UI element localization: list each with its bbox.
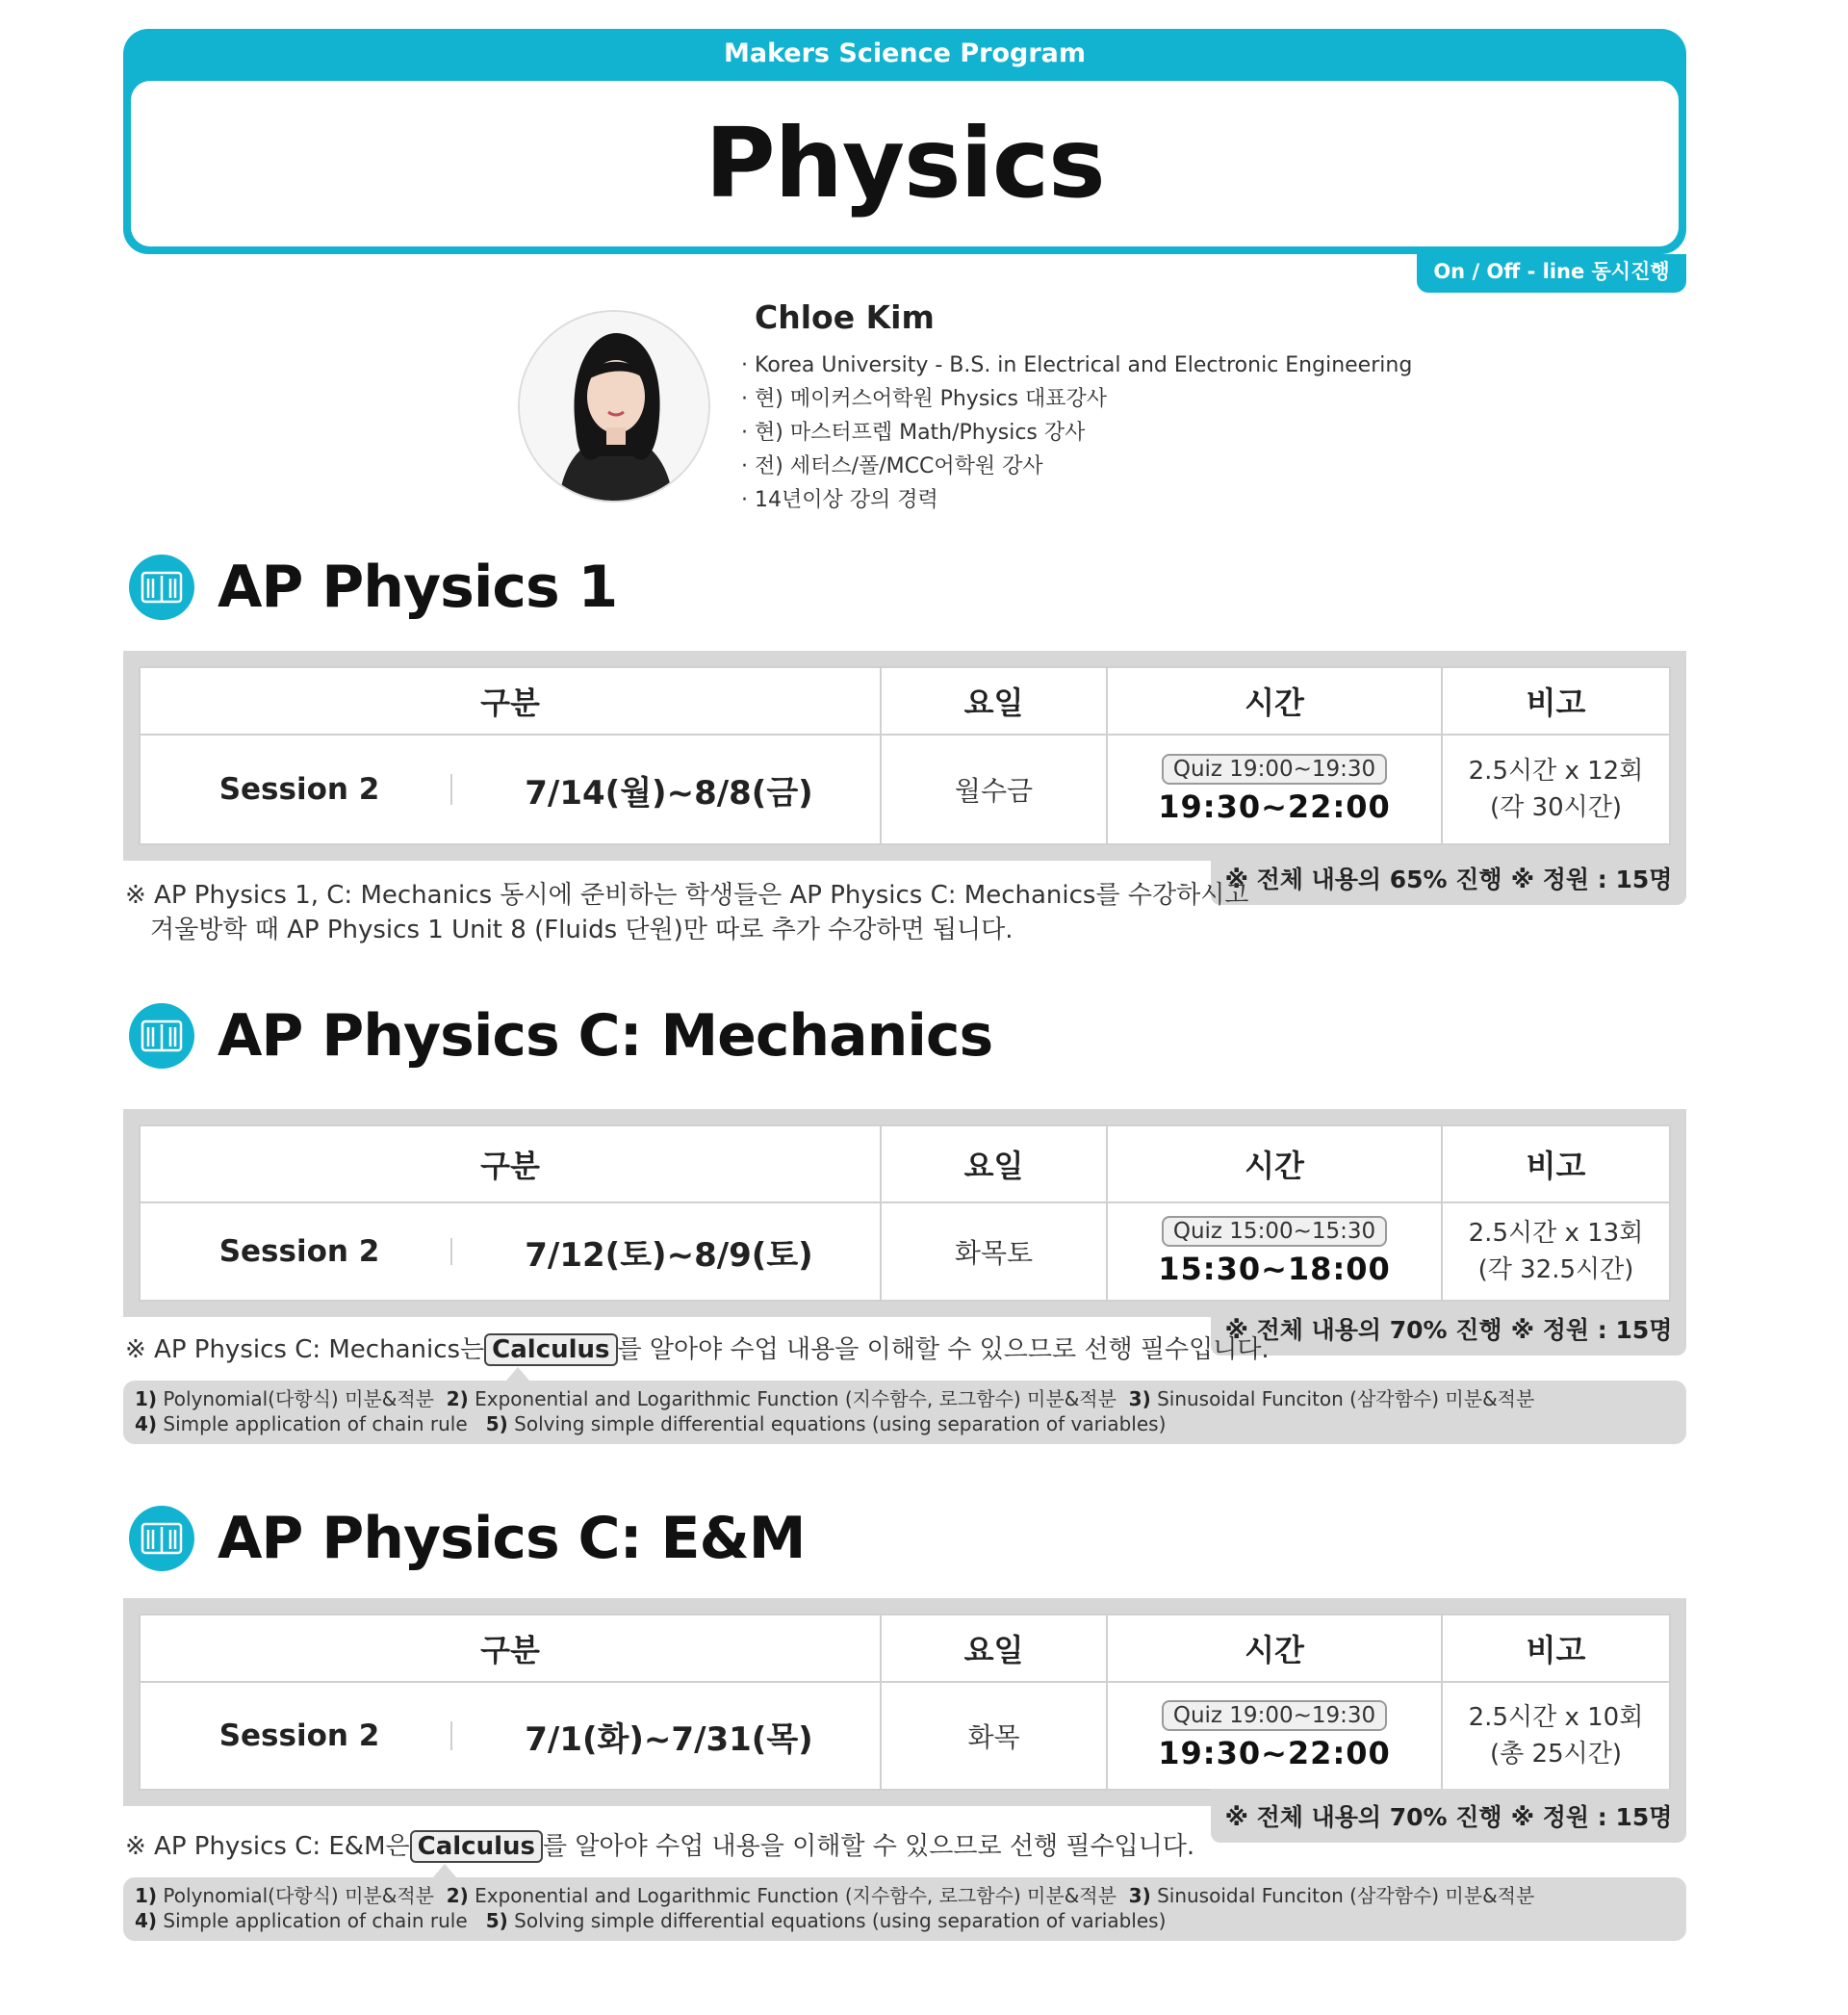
- course-title: AP Physics C: E&M: [218, 1505, 806, 1572]
- header-remarks: 비고: [1442, 667, 1670, 735]
- header-days: 요일: [881, 1125, 1107, 1202]
- credential-item: · 현) 메이커스어학원 Physics 대표강사: [741, 382, 1412, 416]
- total-hours: (총 25시간): [1490, 1740, 1622, 1769]
- book-icon: [129, 1003, 194, 1069]
- session-divider: [450, 774, 452, 804]
- prereq-item: Polynomial(다항식) 미분&적분: [163, 1884, 434, 1907]
- schedule-table-ap-physics-1: [123, 651, 1686, 861]
- class-time: 19:30~22:00: [1158, 1735, 1391, 1771]
- class-days: 월수금: [881, 735, 1107, 844]
- course-summary: [1211, 851, 1686, 905]
- time-cell: [1107, 1202, 1442, 1301]
- remark-prefix: ※ AP Physics C: E&M은: [125, 1832, 410, 1861]
- session-label: Session 2: [218, 1718, 380, 1753]
- program-header: [123, 29, 1686, 254]
- quiz-time-badge: Quiz 19:00~19:30: [1162, 1700, 1387, 1731]
- capacity-note: ※ 정원 : 15명: [1510, 865, 1673, 893]
- class-days: 화목토: [881, 1202, 1107, 1301]
- session-divider: [450, 1721, 452, 1751]
- callout-arrow: [433, 1864, 456, 1877]
- session-label: Session 2: [218, 1234, 380, 1269]
- header-category: 구분: [140, 667, 881, 735]
- remark-suffix: 를 알아야 수업 내용을 이해할 수 있으므로 선행 필수입니다.: [617, 1335, 1270, 1364]
- remark-line: 겨울방학 때 AP Physics 1 Unit 8 (Fluids 단원)만 따로 추가 수강하면 됩니다.: [150, 916, 1014, 944]
- header-days: 요일: [881, 667, 1107, 735]
- credential-item: · 전) 세터스/폴/MCC어학원 강사: [741, 450, 1412, 483]
- teacher-portrait: [520, 312, 710, 503]
- teacher-avatar: [518, 310, 710, 503]
- prereq-item: Exponential and Logarithmic Function (지수함수, 로그함수) 미분&적분: [475, 1884, 1116, 1907]
- section-heading-ap-physics-c-mechanics: [129, 997, 992, 1074]
- session-cell: [140, 1202, 881, 1301]
- course-remark: [125, 1332, 1270, 1367]
- prereq-line: [135, 1386, 1675, 1411]
- progress-note: ※ 전체 내용의 70% 진행: [1224, 1316, 1502, 1344]
- prereq-item: Sinusoidal Funciton (삼각함수) 미분&적분: [1157, 1387, 1535, 1410]
- prereq-number: 4): [135, 1909, 158, 1932]
- page-title: Physics: [705, 107, 1105, 220]
- prereq-item: Polynomial(다항식) 미분&적분: [163, 1387, 434, 1410]
- total-hours: (각 30시간): [1490, 793, 1622, 822]
- prereq-number: 3): [1128, 1884, 1151, 1907]
- course-remark: [125, 1829, 1194, 1864]
- quiz-time-badge: Quiz 15:00~15:30: [1162, 1216, 1387, 1247]
- session-count: 2.5시간 x 10회: [1468, 1703, 1644, 1732]
- session-cell: [140, 735, 881, 844]
- session-label: Session 2: [218, 772, 380, 807]
- prereq-number: 1): [135, 1387, 158, 1410]
- header-remarks: 비고: [1442, 1125, 1670, 1202]
- section-heading-ap-physics-c-em: [129, 1500, 805, 1577]
- prereq-item: Simple application of chain rule: [163, 1412, 468, 1435]
- calculus-highlight: Calculus: [410, 1830, 543, 1863]
- prereq-number: 4): [135, 1412, 158, 1435]
- remarks-cell: [1442, 1202, 1670, 1301]
- capacity-note: ※ 정원 : 15명: [1510, 1316, 1673, 1344]
- header-time: 시간: [1107, 667, 1442, 735]
- header-time: 시간: [1107, 1125, 1442, 1202]
- section-heading-ap-physics-1: [129, 549, 617, 626]
- session-dates: 7/1(화)~7/31(목): [525, 1719, 813, 1759]
- prereq-number: 5): [485, 1909, 508, 1932]
- prereq-number: 2): [446, 1884, 469, 1907]
- header-time: 시간: [1107, 1615, 1442, 1682]
- header-days: 요일: [881, 1615, 1107, 1682]
- header-remarks: 비고: [1442, 1615, 1670, 1682]
- calculus-prerequisites: [123, 1877, 1686, 1941]
- calculus-highlight: Calculus: [484, 1333, 617, 1366]
- prereq-line: [135, 1908, 1675, 1933]
- callout-arrow: [506, 1367, 529, 1381]
- header-category: 구분: [140, 1125, 881, 1202]
- credential-item: · 현) 마스터프렙 Math/Physics 강사: [741, 416, 1412, 450]
- session-count: 2.5시간 x 13회: [1468, 1219, 1644, 1248]
- schedule-table-ap-physics-c-em: [123, 1598, 1686, 1806]
- teacher-name: Chloe Kim: [755, 298, 935, 336]
- session-dates: 7/14(월)~8/8(금): [525, 773, 813, 813]
- credential-item: · Korea University - B.S. in Electrical and Electronic Engineering: [741, 349, 1412, 382]
- progress-note: ※ 전체 내용의 65% 진행: [1224, 865, 1502, 893]
- time-cell: [1107, 1682, 1442, 1790]
- prereq-number: 5): [485, 1412, 508, 1435]
- prereq-item: Solving simple differential equations (using separation of variables): [514, 1909, 1167, 1932]
- session-count: 2.5시간 x 12회: [1468, 757, 1644, 786]
- quiz-time-badge: Quiz 19:00~19:30: [1162, 754, 1387, 785]
- class-time: 19:30~22:00: [1158, 788, 1391, 825]
- teacher-credentials: [741, 349, 1412, 517]
- class-days: 화목: [881, 1682, 1107, 1790]
- prereq-item: Solving simple differential equations (using separation of variables): [514, 1412, 1167, 1435]
- remark-line: ※ AP Physics 1, C: Mechanics 동시에 준비하는 학생들은 AP Physics C: Mechanics를 수강하시고: [125, 881, 1249, 910]
- class-time: 15:30~18:00: [1158, 1251, 1391, 1287]
- prereq-item: Simple application of chain rule: [163, 1909, 468, 1932]
- remarks-cell: [1442, 735, 1670, 844]
- book-icon: [129, 555, 194, 620]
- session-cell: [140, 1682, 881, 1790]
- course-remark: [125, 878, 1248, 947]
- prereq-item: Sinusoidal Funciton (삼각함수) 미분&적분: [1157, 1884, 1535, 1907]
- progress-note: ※ 전체 내용의 70% 진행: [1224, 1803, 1502, 1831]
- header-category: 구분: [140, 1615, 881, 1682]
- prereq-item: Exponential and Logarithmic Function (지수함수, 로그함수) 미분&적분: [475, 1387, 1116, 1410]
- course-summary: [1211, 1789, 1686, 1843]
- remark-prefix: ※ AP Physics C: Mechanics는: [125, 1335, 485, 1364]
- prereq-line: [135, 1883, 1675, 1908]
- book-icon: [129, 1506, 194, 1571]
- remark-suffix: 를 알아야 수업 내용을 이해할 수 있으므로 선행 필수입니다.: [543, 1832, 1195, 1861]
- capacity-note: ※ 정원 : 15명: [1510, 1803, 1673, 1831]
- credential-item: · 14년이상 강의 경력: [741, 483, 1412, 517]
- prereq-line: [135, 1411, 1675, 1436]
- session-divider: [450, 1238, 452, 1265]
- time-cell: [1107, 735, 1442, 844]
- title-panel: [131, 81, 1679, 246]
- course-title: AP Physics C: Mechanics: [218, 1002, 993, 1070]
- prereq-number: 3): [1128, 1387, 1151, 1410]
- course-summary: [1211, 1302, 1686, 1356]
- session-dates: 7/12(토)~8/9(토): [525, 1235, 813, 1275]
- prereq-number: 2): [446, 1387, 469, 1410]
- schedule-table-ap-physics-c-mechanics: [123, 1109, 1686, 1317]
- prereq-number: 1): [135, 1884, 158, 1907]
- total-hours: (각 32.5시간): [1477, 1255, 1634, 1284]
- remarks-cell: [1442, 1682, 1670, 1790]
- course-title: AP Physics 1: [218, 554, 618, 621]
- mode-tag: On / Off - line 동시진행: [1417, 254, 1686, 293]
- calculus-prerequisites: [123, 1381, 1686, 1444]
- program-name: Makers Science Program: [723, 39, 1087, 68]
